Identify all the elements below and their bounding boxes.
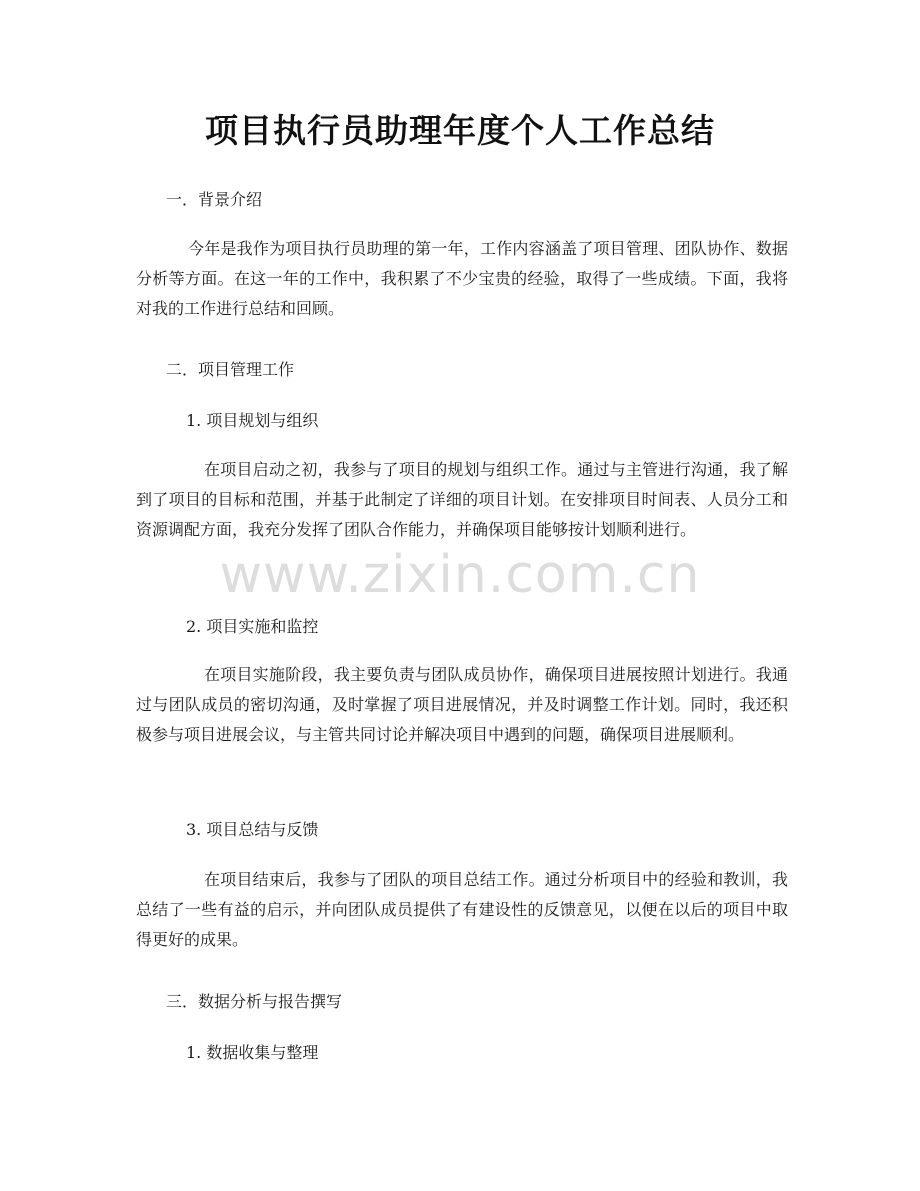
- paragraph-planning: 在项目启动之初，我参与了项目的规划与组织工作。通过与主管进行沟通，我了解到了项目的目标和范围，并基于此制定了详细的项目计划。在安排项目时间表、人员分工和资源调配方面，我充分发挥了团队合作能力，并确保项目能够按计划顺利进行。: [136, 460, 788, 539]
- section-heading-data-analysis: 三．数据分析与报告撰写: [166, 992, 343, 1011]
- section-heading-project-management: 二．项目管理工作: [166, 360, 295, 379]
- watermark: www.zixin.com.cn: [219, 545, 701, 605]
- subsection-heading-data-collection: 1. 数据收集与整理: [186, 1043, 319, 1062]
- subsection-heading-summary: 3. 项目总结与反馈: [186, 820, 319, 839]
- subsection-heading-planning: 1. 项目规划与组织: [186, 411, 319, 430]
- paragraph-summary: 在项目结束后，我参与了团队的项目总结工作。通过分析项目中的经验和教训，我总结了一些有益的启示，并向团队成员提供了有建设性的反馈意见，以便在以后的项目中取得更好的成果。: [136, 870, 788, 949]
- section-heading-background: 一．背景介绍: [166, 190, 263, 209]
- paragraph-implementation: 在项目实施阶段，我主要负责与团队成员协作，确保项目进展按照计划进行。我通过与团队成员的密切沟通，及时掌握了项目进展情况，并及时调整工作计划。同时，我还积极参与项目进展会议，与主管共同讨论并解决项目中遇到的问题，确保项目进展顺利。: [136, 665, 788, 744]
- page-title: 项目执行员助理年度个人工作总结: [205, 111, 715, 150]
- paragraph-background: 今年是我作为项目执行员助理的第一年，工作内容涵盖了项目管理、团队协作、数据分析等方面。在这一年的工作中，我积累了不少宝贵的经验，取得了一些成绩。下面，我将对我的工作进行总结和回顾。: [136, 239, 788, 318]
- subsection-heading-implementation: 2. 项目实施和监控: [186, 617, 319, 636]
